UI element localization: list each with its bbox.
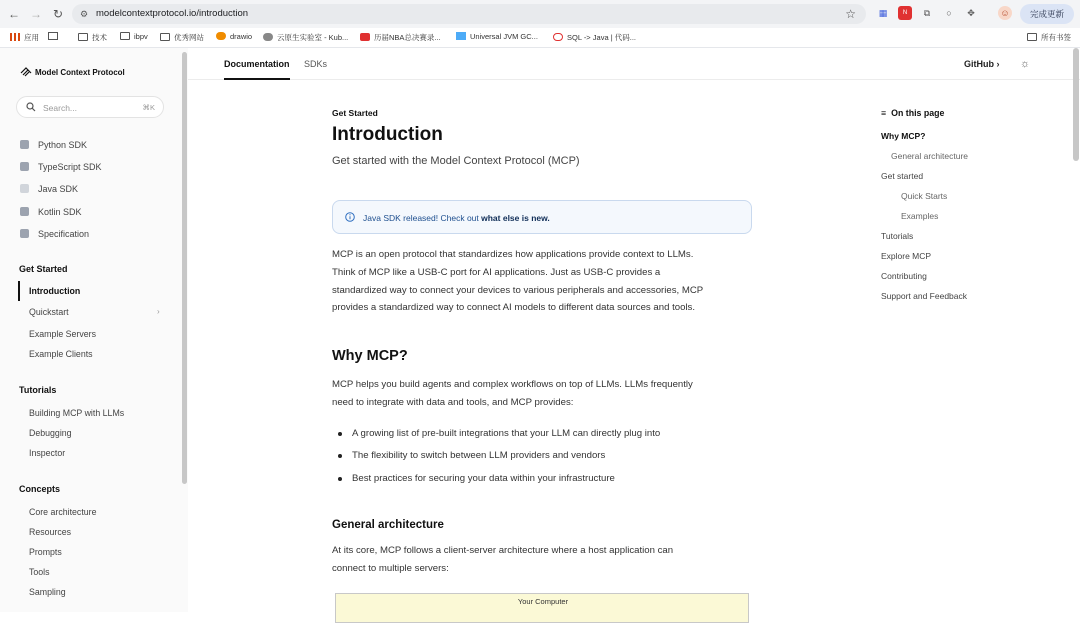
paragraph-line: MCP helps you build agents and complex workflows on top of LLMs. LLMs frequently [332, 379, 693, 390]
sidebar-item-java-sdk[interactable] [20, 184, 78, 194]
url-text: modelcontextprotocol.io/introduction [96, 8, 249, 19]
sidebar-scrollbar[interactable] [182, 52, 187, 484]
python-icon [20, 140, 29, 149]
reload-icon[interactable]: ↻ [52, 7, 64, 21]
site-icon [456, 32, 466, 40]
sidebar-item-typescript-sdk[interactable] [20, 162, 102, 172]
architecture-diagram [335, 593, 749, 623]
logo-text: Model Context Protocol [35, 68, 125, 77]
bookmark-label: 应用 [24, 33, 39, 42]
chevron-right-icon[interactable]: › [157, 307, 160, 316]
mcp-logo-icon [20, 67, 32, 77]
paragraph-line: standardized way to connect your devices to various peripherals and accessories, MCP [332, 284, 704, 296]
bookmark-sql[interactable] [553, 32, 636, 43]
toc-item-explore-mcp[interactable]: Explore MCP [881, 251, 932, 261]
bookmark-label: SQL -> Java | 代码... [567, 33, 636, 42]
toc-item-get-started[interactable]: Get started [881, 171, 924, 181]
sidebar-item-introduction[interactable]: Introduction [29, 286, 81, 296]
diagram-label: Your Computer [517, 597, 569, 606]
back-icon[interactable]: ← [8, 7, 20, 21]
callout-text [363, 213, 550, 223]
sidebar-section-tutorials: Tutorials [19, 385, 57, 395]
toc-item-why-mcp[interactable]: Why MCP? [881, 131, 926, 141]
sidebar [0, 48, 188, 612]
toc-item-general-architecture[interactable]: General architecture [891, 151, 969, 161]
extension-qr-icon[interactable]: ▦ [878, 8, 888, 18]
bookmark-label: 技术 [92, 33, 107, 42]
github-link[interactable] [964, 59, 1000, 69]
top-navigation [188, 48, 1080, 80]
active-tab-underline [224, 78, 290, 80]
paragraph-line: need to integrate with data and tools, and MCP provides: [332, 396, 574, 408]
update-button[interactable]: 完成更新 [1020, 4, 1074, 24]
java-icon [20, 184, 29, 193]
paragraph-line: Think of MCP like a USB-C port for AI applications. Just as USB-C provides a [332, 266, 661, 278]
heading-general-architecture: General architecture [332, 519, 444, 531]
bookmark-label: 所有书签 [1041, 33, 1071, 42]
extension-chat-icon[interactable]: ○ [946, 8, 952, 18]
toc-item-tutorials[interactable]: Tutorials [881, 231, 914, 241]
toc-item-quick-starts[interactable]: Quick Starts [901, 191, 948, 201]
sidebar-item-kotlin-sdk[interactable] [20, 207, 82, 217]
tab-documentation[interactable]: Documentation [224, 59, 290, 69]
folder-icon [1027, 33, 1037, 41]
bookmark-cloudnative[interactable] [263, 32, 348, 43]
bookmark-folder-sites[interactable] [160, 32, 204, 43]
page [0, 48, 1080, 612]
tab-sdks[interactable]: SDKs [304, 59, 328, 69]
profile-avatar-icon[interactable]: ☺ [998, 6, 1012, 20]
list-item: Best practices for securing your data within your infrastructure [352, 473, 615, 484]
page-subtitle: Get started with the Model Context Protocol (MCP) [332, 155, 580, 167]
paragraph-line: connect to multiple servers: [332, 562, 449, 574]
extension-new-icon[interactable]: N [898, 6, 912, 20]
sidebar-item-label: Specification [38, 229, 90, 239]
bookmark-apps[interactable] [10, 32, 39, 43]
sidebar-item-prompts[interactable]: Prompts [29, 547, 62, 557]
paragraph-line: provides a standardized way to connect AI models to different data sources and tools. [332, 302, 696, 314]
search-icon [26, 102, 36, 112]
sidebar-item-core-architecture[interactable]: Core architecture [29, 507, 97, 517]
address-bar[interactable] [72, 4, 866, 24]
page-title: Introduction [332, 124, 443, 145]
extensions-puzzle-icon[interactable]: ✥ [967, 8, 975, 18]
folder-icon [120, 32, 130, 40]
bookmark-jvm[interactable] [456, 32, 538, 41]
sidebar-item-label: Kotlin SDK [38, 207, 82, 217]
site-icon [553, 33, 563, 41]
apps-grid-icon [10, 33, 20, 41]
bookmark-star-icon[interactable]: ☆ [845, 7, 856, 21]
search-placeholder: Search... [43, 103, 78, 113]
heading-why-mcp: Why MCP? [332, 348, 408, 364]
sidebar-item-tools[interactable]: Tools [29, 567, 50, 577]
bookmark-grid[interactable] [48, 32, 62, 41]
active-indicator [18, 281, 20, 301]
main-scrollbar[interactable] [1073, 48, 1079, 161]
bookmark-label: 历届NBA总决赛录... [374, 33, 441, 42]
paragraph-line: MCP is an open protocol that standardizes how applications provide context to LLMs. [332, 249, 694, 260]
bookmark-drawio[interactable] [216, 32, 252, 41]
info-icon [345, 212, 355, 222]
sidebar-item-resources[interactable]: Resources [29, 527, 72, 537]
sidebar-item-sampling[interactable]: Sampling [29, 587, 66, 597]
grid-icon [48, 32, 58, 40]
toc-item-examples[interactable]: Examples [901, 211, 939, 221]
chevron-right-icon: › [996, 59, 1000, 69]
toc-item-contributing[interactable]: Contributing [881, 271, 927, 281]
sidebar-item-label: TypeScript SDK [38, 162, 102, 172]
bookmark-label: drawio [230, 32, 253, 41]
list-item: A growing list of pre-built integrations that your LLM can directly plug into [352, 428, 661, 439]
drawio-icon [216, 32, 226, 40]
intro-paragraph [332, 246, 762, 317]
theme-toggle-sun-icon[interactable]: ☼ [1020, 58, 1031, 70]
sidebar-item-specification[interactable] [20, 229, 89, 239]
folder-icon [78, 33, 88, 41]
document-icon [20, 229, 29, 238]
architecture-paragraph [332, 542, 762, 578]
folder-icon [160, 33, 170, 41]
forward-icon[interactable]: → [30, 7, 42, 21]
bookmark-label: ibpv [134, 32, 148, 41]
search-shortcut: ⌘K [142, 103, 155, 112]
kotlin-icon [20, 207, 29, 216]
site-icon [263, 33, 273, 41]
extension-copy-icon[interactable]: ⧉ [923, 8, 931, 18]
sidebar-item-quickstart[interactable]: Quickstart [29, 307, 69, 317]
bookmark-all[interactable] [1027, 32, 1071, 43]
toc-item-support-feedback[interactable]: Support and Feedback [881, 291, 968, 301]
bookmarks-bar [0, 28, 1080, 48]
github-label: GitHub [964, 59, 994, 69]
sidebar-item-debugging[interactable]: Debugging [29, 428, 72, 438]
list-icon: ≡ [881, 108, 887, 118]
sidebar-item-building-mcp[interactable]: Building MCP with LLMs [29, 408, 125, 418]
site-icon [360, 33, 370, 41]
typescript-icon [20, 162, 29, 171]
sidebar-item-example-servers[interactable]: Example Servers [29, 329, 96, 339]
bookmark-nba[interactable] [360, 32, 441, 43]
sidebar-section-concepts: Concepts [19, 484, 61, 494]
callout-message: Java SDK released! Check out [363, 213, 482, 223]
sidebar-item-label: Java SDK [38, 184, 79, 194]
sidebar-item-label: Python SDK [38, 140, 88, 150]
sidebar-section-get-started: Get Started [19, 264, 68, 274]
toc-heading-label: On this page [891, 108, 945, 118]
bookmark-label: Universal JVM GC... [470, 32, 538, 41]
info-callout [332, 200, 752, 234]
toc-heading [881, 108, 944, 118]
bookmark-label: 云原生实验室 - Kub... [277, 33, 349, 42]
bookmark-folder-tech[interactable] [78, 32, 107, 43]
callout-link[interactable]: what else is new. [481, 213, 550, 223]
browser-toolbar [0, 0, 1080, 28]
sidebar-item-example-clients[interactable]: Example Clients [29, 349, 93, 359]
search-input[interactable] [16, 96, 164, 118]
sidebar-item-python-sdk[interactable] [20, 140, 87, 150]
why-paragraph [332, 376, 762, 412]
bookmark-label: 优秀网站 [174, 33, 204, 42]
bookmark-folder-ibpv[interactable] [120, 32, 148, 41]
site-info-icon[interactable]: ⚙ [80, 9, 89, 19]
paragraph-line: At its core, MCP follows a client-server architecture where a host application can [332, 545, 674, 556]
sidebar-item-inspector[interactable]: Inspector [29, 448, 66, 458]
list-item: The flexibility to switch between LLM providers and vendors [352, 450, 606, 461]
breadcrumb: Get Started [332, 108, 378, 118]
site-logo[interactable] [20, 67, 125, 77]
